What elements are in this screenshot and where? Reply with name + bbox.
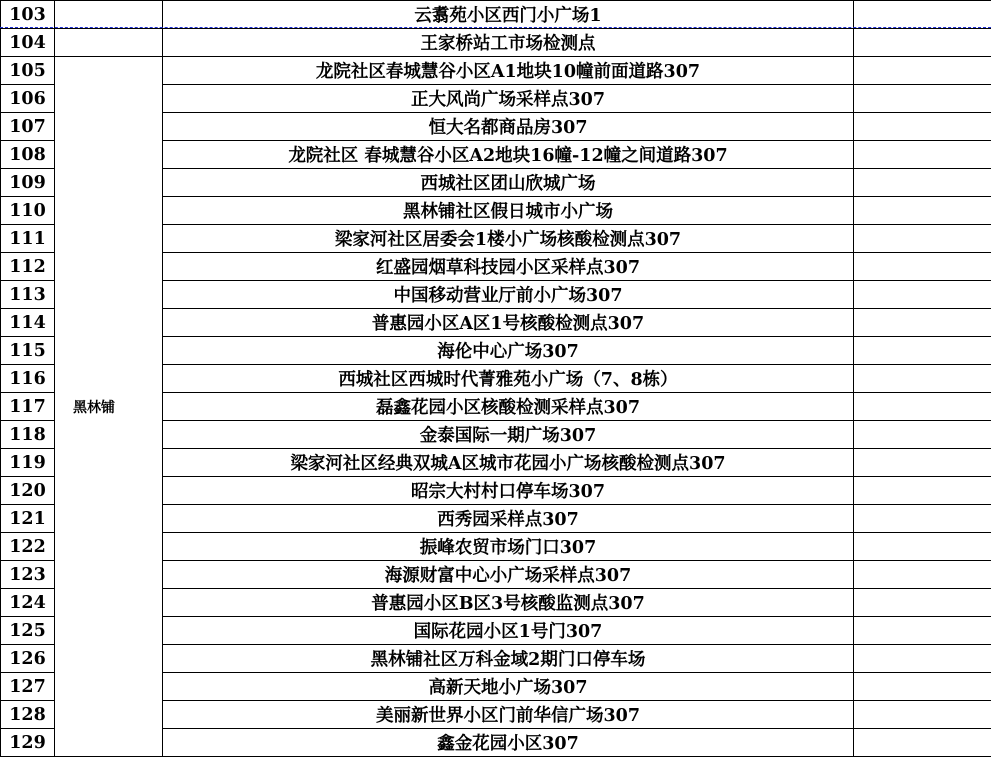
site-name-cell[interactable]: 云翥苑小区西门小广场1 <box>163 1 854 29</box>
row-number-cell[interactable]: 125 <box>1 617 55 645</box>
empty-cell[interactable] <box>854 477 991 505</box>
row-number-cell[interactable]: 129 <box>1 729 55 757</box>
site-name-cell[interactable]: 美丽新世界小区门前华信广场307 <box>163 701 854 729</box>
site-name-cell[interactable]: 中国移动营业厅前小广场307 <box>163 281 854 309</box>
empty-cell[interactable] <box>854 673 991 701</box>
district-cell[interactable] <box>55 29 163 57</box>
row-number-cell[interactable]: 124 <box>1 589 55 617</box>
site-name-cell[interactable]: 国际花园小区1号门307 <box>163 617 854 645</box>
site-name-cell[interactable]: 海伦中心广场307 <box>163 337 854 365</box>
row-number-cell[interactable]: 108 <box>1 141 55 169</box>
row-number-cell[interactable]: 127 <box>1 673 55 701</box>
site-name-cell[interactable]: 红盛园烟草科技园小区采样点307 <box>163 253 854 281</box>
empty-cell[interactable] <box>854 393 991 421</box>
row-number-cell[interactable]: 119 <box>1 449 55 477</box>
site-name-cell[interactable]: 梁家河社区居委会1楼小广场核酸检测点307 <box>163 225 854 253</box>
row-number-cell[interactable]: 110 <box>1 197 55 225</box>
empty-cell[interactable] <box>854 253 991 281</box>
row-number-cell[interactable]: 117 <box>1 393 55 421</box>
site-name-cell[interactable]: 西城社区团山欣城广场 <box>163 169 854 197</box>
site-name-cell[interactable]: 海源财富中心小广场采样点307 <box>163 561 854 589</box>
site-name-cell[interactable]: 西秀园采样点307 <box>163 505 854 533</box>
site-name-cell[interactable]: 龙院社区 春城慧谷小区A2地块16幢-12幢之间道路307 <box>163 141 854 169</box>
row-number-cell[interactable]: 126 <box>1 645 55 673</box>
site-name-cell[interactable]: 普惠园小区B区3号核酸监测点307 <box>163 589 854 617</box>
site-name-cell[interactable]: 普惠园小区A区1号核酸检测点307 <box>163 309 854 337</box>
empty-cell[interactable] <box>854 421 991 449</box>
empty-cell[interactable] <box>854 1 991 29</box>
table-row <box>1 29 991 57</box>
site-name-cell[interactable]: 振峰农贸市场门口307 <box>163 533 854 561</box>
row-number-cell[interactable]: 107 <box>1 113 55 141</box>
site-name-cell[interactable]: 正大风尚广场采样点307 <box>163 85 854 113</box>
row-number-cell[interactable]: 115 <box>1 337 55 365</box>
site-name-cell[interactable]: 鑫金花园小区307 <box>163 729 854 757</box>
table-body <box>1 1 991 757</box>
row-number-cell[interactable]: 104 <box>1 29 55 57</box>
row-number-cell[interactable]: 118 <box>1 421 55 449</box>
table-row <box>1 1 991 29</box>
row-number-cell[interactable]: 128 <box>1 701 55 729</box>
row-number-cell[interactable]: 122 <box>1 533 55 561</box>
site-name-cell[interactable]: 王家桥站工市场检测点 <box>163 29 854 57</box>
site-name-cell[interactable]: 昭宗大村村口停车场307 <box>163 477 854 505</box>
empty-cell[interactable] <box>854 85 991 113</box>
row-number-cell[interactable]: 116 <box>1 365 55 393</box>
row-number-cell[interactable]: 114 <box>1 309 55 337</box>
site-name-cell[interactable]: 黑林铺社区假日城市小广场 <box>163 197 854 225</box>
empty-cell[interactable] <box>854 141 991 169</box>
empty-cell[interactable] <box>854 337 991 365</box>
row-number-cell[interactable]: 113 <box>1 281 55 309</box>
site-name-cell[interactable]: 恒大名都商品房307 <box>163 113 854 141</box>
empty-cell[interactable] <box>854 57 991 85</box>
district-cell[interactable] <box>55 1 163 29</box>
site-name-cell[interactable]: 龙院社区春城慧谷小区A1地块10幢前面道路307 <box>163 57 854 85</box>
empty-cell[interactable] <box>854 533 991 561</box>
empty-cell[interactable] <box>854 617 991 645</box>
site-name-cell[interactable]: 梁家河社区经典双城A区城市花园小广场核酸检测点307 <box>163 449 854 477</box>
row-number-cell[interactable]: 111 <box>1 225 55 253</box>
empty-cell[interactable] <box>854 589 991 617</box>
empty-cell[interactable] <box>854 645 991 673</box>
empty-cell[interactable] <box>854 281 991 309</box>
district-merged-cell[interactable]: 黑林铺 <box>55 57 163 757</box>
row-number-cell[interactable]: 120 <box>1 477 55 505</box>
site-name-cell[interactable]: 黑林铺社区万科金域2期门口停车场 <box>163 645 854 673</box>
site-name-cell[interactable]: 磊鑫花园小区核酸检测采样点307 <box>163 393 854 421</box>
row-number-cell[interactable]: 112 <box>1 253 55 281</box>
empty-cell[interactable] <box>854 169 991 197</box>
empty-cell[interactable] <box>854 29 991 57</box>
empty-cell[interactable] <box>854 561 991 589</box>
site-name-cell[interactable]: 西城社区西城时代菁雅苑小广场（7、8栋） <box>163 365 854 393</box>
empty-cell[interactable] <box>854 197 991 225</box>
row-number-cell[interactable]: 103 <box>1 1 55 29</box>
row-number-cell[interactable]: 105 <box>1 57 55 85</box>
site-name-cell[interactable]: 高新天地小广场307 <box>163 673 854 701</box>
empty-cell[interactable] <box>854 701 991 729</box>
table-row <box>1 57 991 85</box>
site-name-cell[interactable]: 金泰国际一期广场307 <box>163 421 854 449</box>
empty-cell[interactable] <box>854 113 991 141</box>
empty-cell[interactable] <box>854 225 991 253</box>
empty-cell[interactable] <box>854 365 991 393</box>
row-number-cell[interactable]: 123 <box>1 561 55 589</box>
empty-cell[interactable] <box>854 449 991 477</box>
empty-cell[interactable] <box>854 505 991 533</box>
row-number-cell[interactable]: 121 <box>1 505 55 533</box>
row-number-cell[interactable]: 109 <box>1 169 55 197</box>
empty-cell[interactable] <box>854 729 991 757</box>
row-number-cell[interactable]: 106 <box>1 85 55 113</box>
empty-cell[interactable] <box>854 309 991 337</box>
